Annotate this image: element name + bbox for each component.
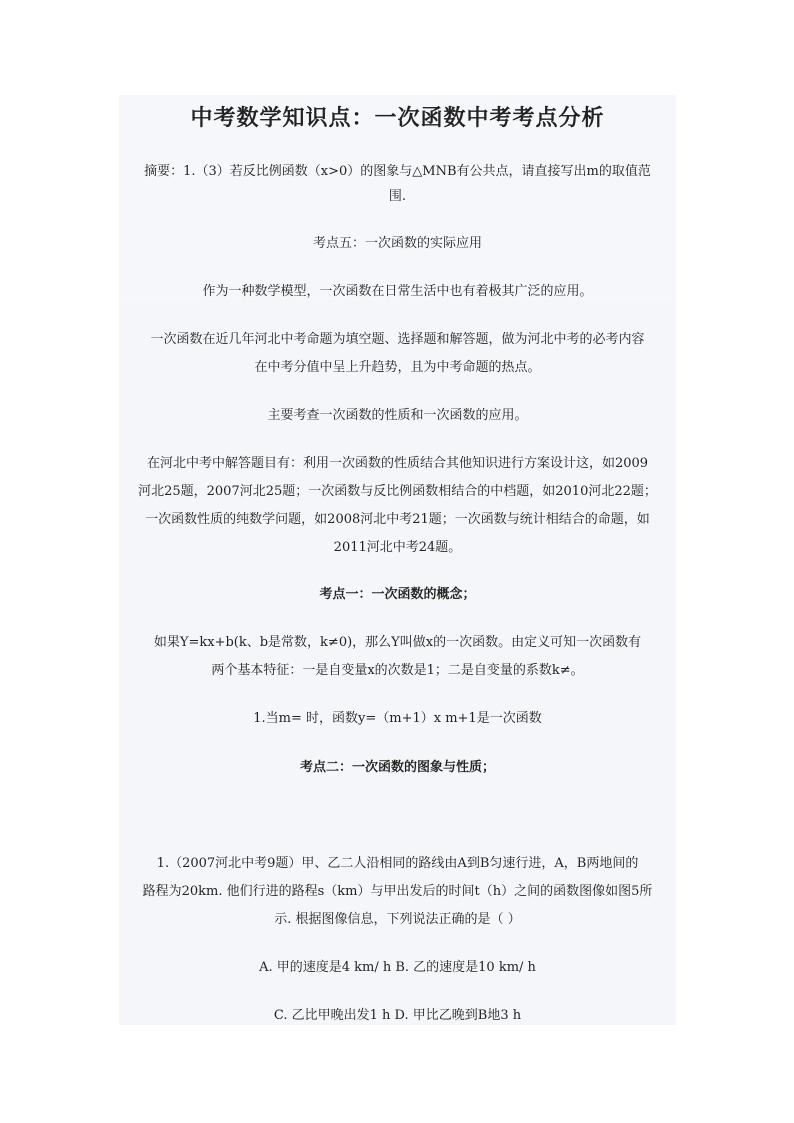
para2: 主要考查一次函数的性质和一次函数的应用。 [267,408,528,423]
section1-heading: 考点一：一次函数的概念； [319,587,476,602]
section5-intro: 作为一种数学模型，一次函数在日常生活中也有着极其广泛的应用。 [202,284,593,299]
section5-heading: 考点五：一次函数的实际应用 [312,236,482,251]
section1-example: 1.当m= 时，函数y=（m+1）x m+1是一次函数 [253,711,542,726]
section1-line-2: 两个基本特征：一是自变量x的次数是1；二是自变量的系数k≠。 [211,663,584,678]
option-a-b: A. 甲的速度是4 km/ h B. 乙的速度是10 km/ h [259,960,536,975]
question1-line-3: 示. 根据图像信息，下列说法正确的是（ ） [274,912,521,927]
para3-line-3: 一次函数性质的纯数学问题，如2008河北中考21题；一次函数与统计相结合的命题，如 [145,512,650,527]
summary-line-2: 围. [388,189,407,204]
para3-line-1: 在河北中考中解答题目有：利用一次函数的性质结合其他知识进行方案设计这，如2009 [146,456,649,471]
para1-line-1: 一次函数在近几年河北中考命题为填空题、选择题和解答题，做为河北中考的必考内容 [150,332,645,347]
option-c-d: C. 乙比甲晚出发1 h D. 甲比乙晚到B地3 h [273,1008,522,1023]
para3-line-4: 2011河北中考24题。 [333,540,462,555]
section2-heading: 考点二：一次函数的图象与性质； [299,760,495,775]
section1-line-1: 如果Y=kx+b(k、b是常数，k≠0)，那么Y叫做x的一次函数。由定义可知一次函数有 [153,635,642,650]
summary-line-1: 摘要：1.（3）若反比例函数（x>0）的图象与△MNB有公共点，请直接写出m的取值范 [144,164,651,179]
para1-line-2: 在中考分值中呈上升趋势，且为中考命题的热点。 [254,360,541,375]
question1-line-2: 路程为20km. 他们行进的路程s（km）与甲出发后的时间t（h）之间的函数图像如图5所 [142,884,653,899]
question1-line-1: 1.（2007河北中考9题）甲、乙二人沿相同的路线由A到B匀速行进，A，B两地间的 [156,856,639,871]
para3-line-2: 河北25题，2007河北25题；一次函数与反比例函数相结合的中档题，如2010河北22题； [138,484,657,499]
page-title: 中考数学知识点：一次函数中考考点分析 [190,105,605,131]
